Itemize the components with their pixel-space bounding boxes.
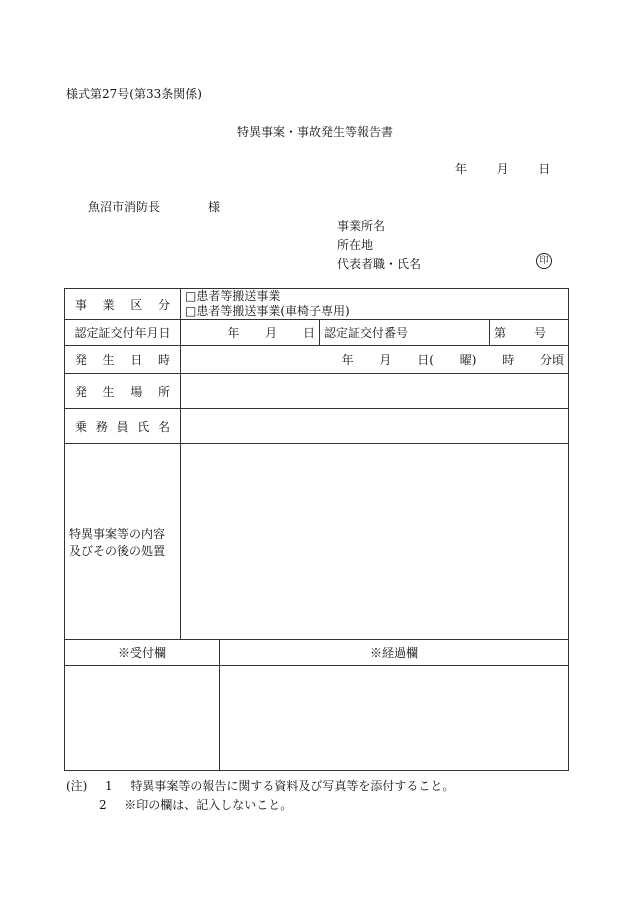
- crew-name-field[interactable]: [181, 409, 569, 444]
- cert-date-field[interactable]: 年 月 日: [181, 320, 320, 346]
- note-2: [99, 796, 292, 813]
- cert-date-label: 認定証交付年月日: [65, 320, 181, 346]
- progress-field: [220, 666, 569, 771]
- incident-details-field[interactable]: [181, 444, 569, 640]
- address-label: 所在地: [337, 238, 374, 252]
- crew-name-label: 乗 務 員 氏 名: [65, 409, 181, 444]
- occurrence-datetime-field[interactable]: 年 月 日( 曜) 時 分頃: [181, 346, 569, 374]
- date-month-label: 月: [496, 162, 509, 176]
- cert-number-field[interactable]: [490, 320, 569, 346]
- recipient: [88, 198, 220, 215]
- incident-details-row: [65, 444, 569, 640]
- incident-details-label-line2: 及びその後の処置: [69, 543, 166, 558]
- occurrence-place-row: [65, 374, 569, 409]
- note-1-text: 特異事案等の報告に関する資料及び写真等を添付すること。: [130, 779, 455, 793]
- cert-number-suffix: 号: [534, 326, 547, 340]
- occurrence-datetime-row: [65, 346, 569, 374]
- business-type-options: [181, 289, 569, 320]
- recipient-name: 魚沼市消防長: [88, 200, 161, 214]
- cert-number-label: 認定証交付番号: [320, 320, 490, 346]
- business-type-label: 事 業 区 分: [65, 289, 181, 320]
- page-title: 特異事案・事故発生等報告書: [236, 125, 393, 139]
- reception-label: ※受付欄: [65, 640, 220, 666]
- note-2-text: ※印の欄は、記入しないこと。: [124, 798, 293, 812]
- form-number: 様式第27号(第33条関係): [66, 87, 202, 101]
- cert-number-prefix: 第: [494, 326, 507, 340]
- date-day-label: 日: [538, 162, 551, 176]
- occurrence-datetime-label: 発 生 日 時: [65, 346, 181, 374]
- incident-details-label-line1: 特異事案等の内容: [69, 526, 166, 541]
- occurrence-place-label: 発 生 場 所: [65, 374, 181, 409]
- crew-name-row: [65, 409, 569, 444]
- progress-label: ※経過欄: [220, 640, 569, 666]
- representative-label: 代表者職・氏名: [337, 257, 422, 271]
- certification-row: [65, 320, 569, 346]
- note-1-number: 1: [105, 779, 113, 793]
- reception-field: [65, 666, 220, 771]
- date-year-label: 年: [455, 162, 468, 176]
- business-type-row: [65, 289, 569, 320]
- business-option-standard[interactable]: □患者等搬送事業: [185, 289, 281, 303]
- note-2-number: 2: [99, 798, 107, 812]
- office-use-row: [65, 666, 569, 771]
- office-use-header-row: [65, 640, 569, 666]
- recipient-honorific: 様: [208, 200, 221, 214]
- business-option-wheelchair[interactable]: □患者等搬送事業(車椅子専用): [185, 304, 350, 318]
- office-name-label: 事業所名: [337, 219, 386, 233]
- occurrence-place-field[interactable]: [181, 374, 569, 409]
- note-1: [66, 777, 454, 794]
- seal-mark: 印: [536, 253, 552, 269]
- notes-prefix: (注): [66, 779, 88, 793]
- report-form-table: [64, 288, 569, 771]
- report-date: [455, 160, 550, 177]
- incident-details-label: [65, 444, 181, 640]
